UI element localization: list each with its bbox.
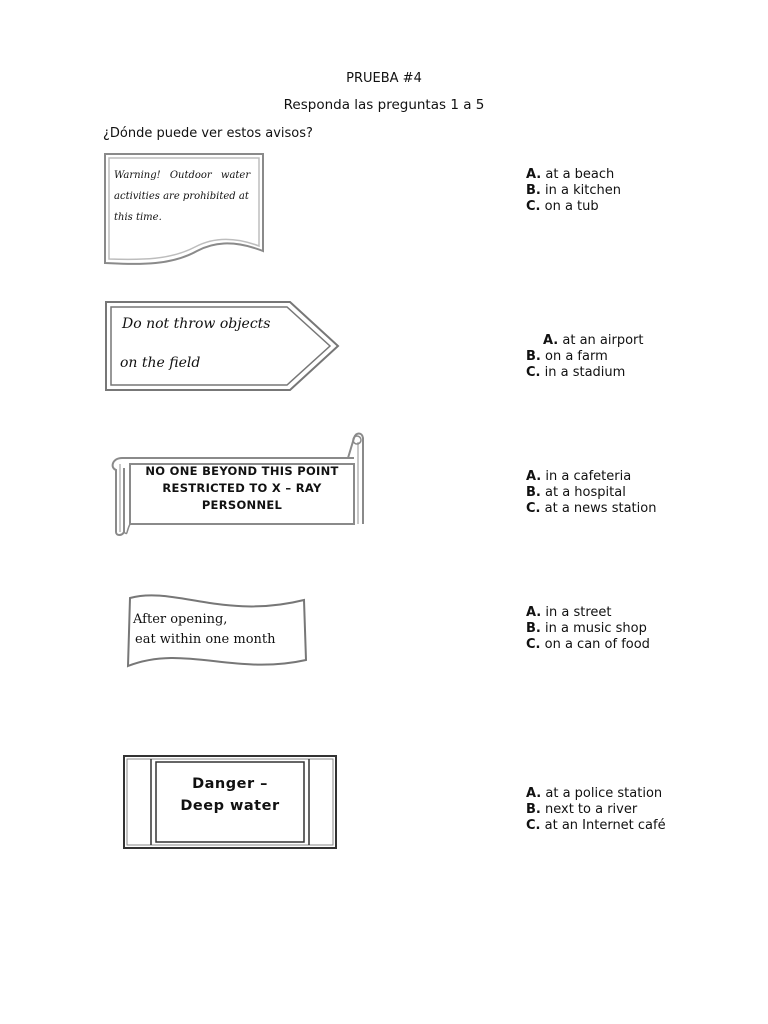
sign-text-line: this time. xyxy=(114,212,162,223)
sign-text-line: activities are prohibited at xyxy=(114,191,249,202)
sign-text-line: on the field xyxy=(120,355,201,371)
sign-text-line: Danger – xyxy=(192,776,268,792)
question-prompt: ¿Dónde puede ver estos avisos? xyxy=(103,126,313,141)
sign-text-line: Deep water xyxy=(180,798,280,814)
sign-wavy-flag xyxy=(124,590,310,670)
sign-text-line: RESTRICTED TO X – RAY xyxy=(162,481,322,495)
option-b: B. at a hospital xyxy=(526,485,626,500)
question-2-options xyxy=(526,333,644,381)
page-subtitle: Responda las preguntas 1 a 5 xyxy=(283,97,485,113)
option-c: C. on a tub xyxy=(526,199,599,214)
sign-text-line: After opening, xyxy=(133,612,228,627)
option-b: B. next to a river xyxy=(526,802,638,817)
question-3-options xyxy=(526,469,656,517)
question-4-options xyxy=(526,605,650,653)
page-title: PRUEBA #4 xyxy=(346,71,422,86)
sign-text-line: PERSONNEL xyxy=(201,498,283,512)
option-b: B. in a music shop xyxy=(526,621,647,636)
option-b: B. on a farm xyxy=(526,349,608,364)
option-a: A. at an airport xyxy=(543,333,644,348)
option-a: A. at a beach xyxy=(526,167,615,182)
arrow-sign-shape xyxy=(104,300,340,392)
sign-warning-note xyxy=(102,151,266,268)
question-1-options xyxy=(526,167,621,215)
sign-text-line: Warning! Outdoor water xyxy=(114,170,251,181)
sign-arrow xyxy=(104,300,340,392)
sign-text-line: eat within one month xyxy=(135,632,276,647)
sign-danger-frame xyxy=(123,755,337,849)
option-c: C. at an Internet café xyxy=(526,818,666,833)
sign-text-line: NO ONE BEYOND THIS POINT xyxy=(145,464,339,478)
option-c: C. at a news station xyxy=(526,501,657,516)
sign-scroll-banner xyxy=(108,428,370,538)
option-c: C. on a can of food xyxy=(526,637,650,652)
option-a: A. in a cafeteria xyxy=(526,469,632,484)
option-a: A. at a police station xyxy=(526,786,663,801)
question-5-options xyxy=(526,786,666,834)
sign-text-line: Do not throw objects xyxy=(122,316,271,332)
option-a: A. in a street xyxy=(526,605,612,620)
option-b: B. in a kitchen xyxy=(526,183,621,198)
option-c: C. in a stadium xyxy=(526,365,626,380)
